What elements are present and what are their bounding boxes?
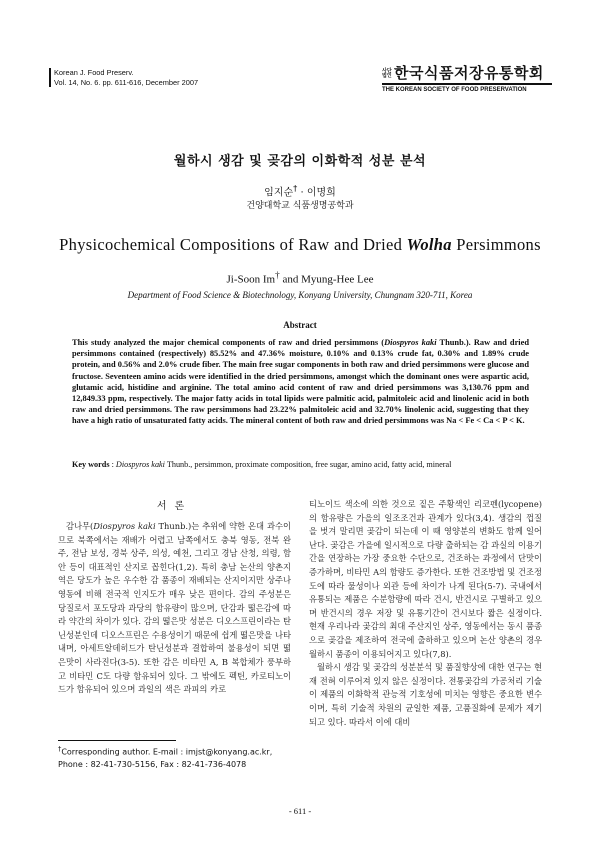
intro-left-column: 감나무(Diospyros kaki Thunb.)는 추위에 약한 온대 과수이므로 북쪽에서는 재배가 어렵고 남쪽에서도 충북 영동, 전북 완주, 전남 보성, 경북 상주, 의성, 예천, 그리고 경남 산청, 의령, 함안 등이 대표적인 산지로 꼽힌다(1,2). 특히 충남 논산의 양촌지역은 당도가 높은 우수한 감 품종이 재배되는 산지이지만 상주나 영동에 비해 전국적 인지도가 매우 낮은 편이다. 감의 주성분은 당질로서 포도당과 과당의 함유량이 많으며, 단감과 떫은감에 따라 약간의 차이가 있다. 감의 떫은맛 성분은 디오스프린이라는 탄닌성분인데 디오스프린은 수용성이기 때문에 쉽게 떫은맛을 나타내며, 아세트알데히드가 탄닌성분과 결합하여 불용성이 되면 떫은맛이 사라진다(3-5). 또한 감은 비타민 A, B 복합체가 풍부하고 비타민 C도 다량 함유되어 있다. 그 밖에도 펙틴, 카로티노이드가 함유되어 있으며 과일의 색은 과피의 카로	[58, 521, 291, 695]
authors-korean: 임지순† · 이명희	[264, 183, 336, 199]
abstract-body: This study analyzed the major chemical components of raw and dried persimmons (Diospyros kaki Thunb.). Raw and dried persimmons contained (respectively) 85.52% and 47.36% moisture, 0.10% and 0.13% crude fat, 0.30% and 1.89% crude protein, and 0.56% and 2.0% crude fiber. The main free sugar components in both raw and dried persimmons were glucose and fructose. Seventeen amino acids were identified in the dried persimmons, amongst which the dominant ones were aspartic acid, glutamic acid, histidine and arginine. The total amino acid content of raw and dried persimmons was 3,130.76 ppm and 12,849.33 ppm, respectively. The major fatty acids in total lipids were palmitic acid, palmitoleic acid and linolenic acid in both raw and dried persimmons. The raw persimmons had 23.22% palmitoleic acid and 32.70% linolenic acid, suggesting that they have a high ratio of unsaturated fatty acids. The mineral content of both raw and dried persimmons was Na < Fe < Ca < P < K.	[72, 338, 530, 426]
society-logo	[382, 66, 552, 94]
journal-citation	[49, 68, 198, 87]
keywords: Key words : Diospyros kaki Thunb., persimmon, proximate composition, free sugar, amino acid, fatty acid, mineral	[72, 460, 452, 469]
society-seal: 사단 법인	[382, 67, 392, 79]
corresponding-author-footnote: †Corresponding author. E-mail : imjst@konyang.ac.kr, Phone : 82-41-730-5156, Fax : 82-41-736-4078	[58, 745, 273, 770]
keywords-label: Key words	[72, 460, 110, 469]
dagger-mark: †	[293, 183, 298, 193]
journal-volume: Vol. 14, No. 6. pp. 611-616, December 2007	[54, 77, 199, 87]
affiliation-english: Department of Food Science & Biotechnology, Konyang University, Chungnam 320-711, Korea	[127, 290, 473, 300]
page-number: - 611 -	[288, 806, 312, 816]
paragraph: 티노이드 색소에 의한 것으로 짙은 주황색인 리코펜(lycopene)의 함유량은 가을의 일조조건과 관계가 있다(3,4). 생감의 껍질을 벗겨 말리면 곶감이 되는데 이 때 영양분의 변화도 함께 일어난다. 곶감은 가을에 일시적으로 다량 출하되는 감 과실의 이용기간을 연장하는 가장 중요한 수단으로, 건조하는 과정에서 단맛이 증가하며, 비타민 A의 함량도 증가한다. 또한 건조방법 및 건조정도에 따라 물성이나 외관 등에 차이가 나게 된다(5-7). 국내에서 유통되는 제품은 수분함량에 따라 건시, 반건시로 구별하고 있으며 반건시의 경우 저장 및 유통기간이 건시보다 짧은 실정이다. 현재 우리나라 곶감의 최대 주산지인 상주, 영동에서는 동시 품종으로 곶감을 제조하여 전국에 출하하고 있으며 논산 양촌의 경우 월하시 품종이 이용되어지고 있다(7,8).	[309, 499, 542, 659]
authors-english: Ji-Soon Im† and Myung-Hee Lee	[226, 270, 374, 286]
title-english: Physicochemical Compositions of Raw and Dried Wolha Persimmons	[59, 235, 541, 254]
journal-name: Korean J. Food Preserv.	[54, 68, 134, 77]
section-heading-introduction: 서론	[156, 501, 193, 512]
society-name-kr: 한국식품저장유통학회	[394, 65, 544, 82]
abstract-heading: Abstract	[283, 320, 317, 330]
intro-right-column	[309, 498, 542, 729]
affiliation-korean: 건양대학교 식품생명공학과	[246, 201, 354, 211]
dagger-mark: †	[275, 270, 280, 280]
paragraph: 월하시 생감 및 곶감의 성분분석 및 품질향상에 대한 연구는 현재 전혀 이루어져 있지 않은 실정이다. 전통곶감의 가공처리 기술이 제품의 이화학적 관능적 기호성에 미치는 영향은 중요한 변수이며, 특히 기술적 차원의 균일한 제품, 고품질화에 문제가 제기되고 있다. 따라서 이에 대비	[309, 662, 542, 727]
footnote-rule	[58, 740, 176, 741]
dagger-mark: †	[58, 745, 62, 753]
society-name-en: THE KOREAN SOCIETY OF FOOD PRESERVATION	[382, 87, 527, 93]
title-korean: 월하시 생감 및 곶감의 이화학적 성분 분석	[173, 154, 427, 169]
